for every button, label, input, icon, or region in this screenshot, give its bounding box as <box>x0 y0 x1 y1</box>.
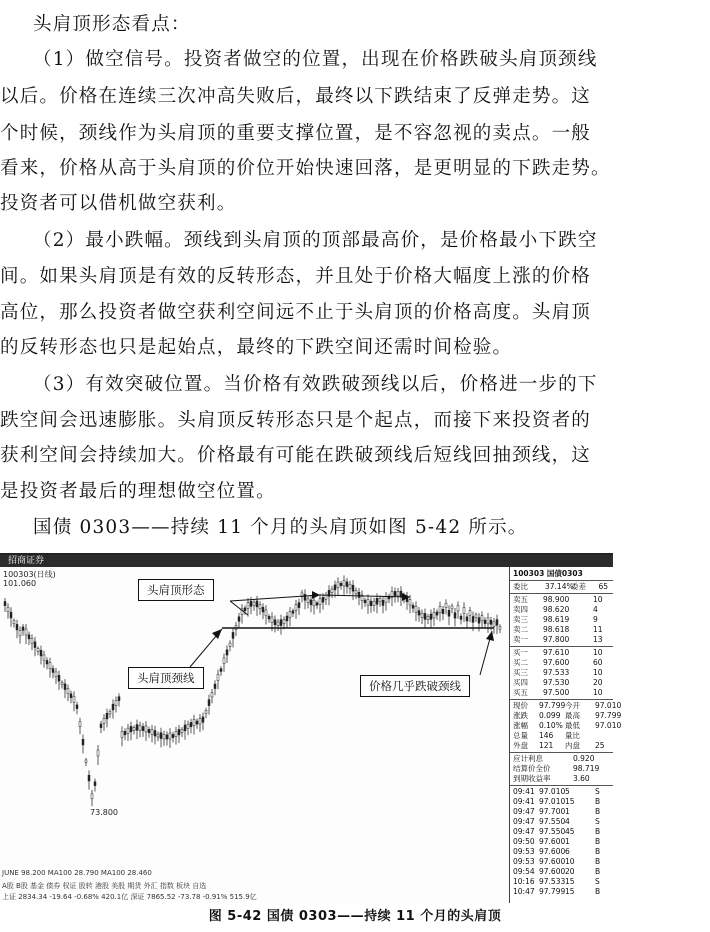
tick-row: 09:53 97.600 6 B <box>513 847 601 856</box>
candle-body <box>220 669 222 672</box>
candle-body <box>85 760 87 762</box>
app-title: 招商证券 <box>8 556 45 566</box>
paragraph-line: 获利空间会持续加大。价格最有可能在跌破颈线后短线回抽颈线，这 <box>0 445 592 466</box>
candle-body <box>43 655 45 660</box>
ask-row: 卖五 98.900 10 <box>513 595 603 604</box>
market-tabs[interactable]: A股 B股 基金 债券 权证 股转 港股 美股 期货 外汇 指数 板块 自选 <box>2 882 207 890</box>
candle-body <box>253 602 255 605</box>
candle-body <box>487 618 489 624</box>
candle-body <box>325 595 327 599</box>
candle-body <box>262 607 264 612</box>
candle-body <box>163 734 165 739</box>
candle-body <box>208 700 210 706</box>
candle-body <box>433 613 435 618</box>
candle-body <box>16 624 18 630</box>
candle-body <box>400 591 402 597</box>
break-callout: 价格几乎跌破颈线 <box>360 675 470 697</box>
candle-body <box>313 600 315 606</box>
candle-body <box>130 726 132 732</box>
candle-body <box>382 600 384 605</box>
candle-body <box>10 612 12 618</box>
candle-body <box>124 731 126 735</box>
candle-body <box>229 643 231 646</box>
candle-body <box>439 607 441 613</box>
candle-body <box>73 696 75 702</box>
candle-body <box>193 720 195 726</box>
candle-body <box>172 734 174 737</box>
candle-body <box>205 710 207 713</box>
candle-body <box>214 684 216 689</box>
chart-svg <box>0 567 508 867</box>
candle-body <box>184 725 186 731</box>
candle-body <box>472 616 474 622</box>
figure-intro-line: 国债 0303——持续 11 个月的头肩顶如图 5-42 所示。 <box>33 517 528 538</box>
candle-body <box>283 620 285 624</box>
candle-body <box>70 694 72 698</box>
paragraph-line: 投资者可以借机做空获利。 <box>0 193 237 214</box>
candle-body <box>271 617 273 623</box>
candle-body <box>250 601 252 606</box>
candle-body <box>448 610 450 616</box>
candle-body <box>460 616 462 619</box>
candle-body <box>223 658 225 663</box>
candle-body <box>100 724 102 728</box>
candle-body <box>145 726 147 732</box>
candle-body <box>499 626 501 629</box>
candle-body <box>22 627 24 630</box>
arrow-head <box>212 629 222 639</box>
paragraph-line: 间。如果头肩顶是有效的反转形态，并且处于价格大幅度上涨的价格 <box>0 266 592 287</box>
candle-body <box>346 582 348 587</box>
candle-body <box>409 600 411 605</box>
candle-body <box>412 605 414 608</box>
candle-body <box>310 600 312 605</box>
candle-body <box>88 775 90 781</box>
candle-body <box>415 606 417 612</box>
candle-body <box>91 794 93 799</box>
candle-body <box>76 705 78 709</box>
ma-readout: JUNE 98.200 MA100 28.790 MA100 28.460 <box>2 869 152 877</box>
ask-row: 卖二 98.618 11 <box>513 625 603 634</box>
candle-body <box>118 697 120 701</box>
paragraph-line: 以后。价格在连续三次冲高失败后，最终以下跌结束了反弹走势。这 <box>0 86 592 107</box>
neckline-callout: 头肩顶颈线 <box>128 667 204 689</box>
index-status: 上证 2834.34 -19.64 -0.68% 420.1亿 深证 7865.52 -73.78 -0.91% 515.9亿 <box>2 893 257 901</box>
candle-body <box>304 594 306 600</box>
candle-body <box>4 602 6 606</box>
candle-body <box>19 631 21 636</box>
order-ratio-row: 委比 37.14% 委差 65 <box>513 582 608 591</box>
stat-row: 外盘 121 内盘 25 <box>513 741 605 750</box>
paragraph-line: （3）有效突破位置。当价格有效跌破颈线以后，价格进一步的下 <box>33 374 598 395</box>
candle-body <box>340 583 342 586</box>
bid-row: 买四 97.530 20 <box>513 678 603 687</box>
candle-body <box>355 590 357 594</box>
candle-body <box>103 718 105 723</box>
candle-body <box>349 584 351 588</box>
candle-body <box>121 731 123 737</box>
bond-row: 结算价全价 98.719 <box>513 764 600 773</box>
candle-body <box>187 724 189 728</box>
candle-body <box>442 609 444 613</box>
pattern-arrow-right <box>320 595 410 597</box>
candle-body <box>7 607 9 612</box>
candle-body <box>259 605 261 609</box>
candle-body <box>376 598 378 604</box>
candle-body <box>169 733 171 739</box>
paragraph-line: 个时候，颈线作为头肩顶的重要支撑位置，是不容忽视的卖点。一般 <box>0 123 592 144</box>
candle-body <box>475 615 477 618</box>
candle-body <box>238 617 240 622</box>
candle-body <box>34 642 36 648</box>
candle-body <box>181 729 183 732</box>
candle-body <box>109 711 111 714</box>
candle-body <box>430 614 432 619</box>
ask-row: 卖一 97.800 13 <box>513 635 603 644</box>
candle-body <box>49 663 51 669</box>
paragraph-line: 高位，那么投资者做空获利空间远不止于头肩顶的价格高度。头肩顶 <box>0 302 592 323</box>
candle-body <box>421 613 423 617</box>
candle-body <box>157 734 159 737</box>
candle-body <box>136 725 138 731</box>
candle-body <box>13 621 15 624</box>
arrow-head <box>312 591 320 599</box>
candle-body <box>112 704 114 710</box>
candle-body <box>337 582 339 588</box>
candle-body <box>364 600 366 603</box>
tick-row: 09:41 97.010 5 S <box>513 787 600 796</box>
tick-row: 09:47 97.550 4 S <box>513 817 600 826</box>
paragraph-line: 看来，价格从高于头肩顶的价位开始快速回落，是更明显的下跌走势。 <box>0 158 611 179</box>
bond-row: 应计利息 0.920 <box>513 754 595 763</box>
candle-body <box>79 722 81 727</box>
bid-row: 买二 97.600 60 <box>513 658 603 667</box>
paragraph-line: （2）最小跌幅。颈线到头肩顶的顶部最高价，是价格最小下跌空 <box>33 230 598 251</box>
arrow-head <box>486 631 494 641</box>
candle-body <box>493 622 495 627</box>
candle-body <box>298 603 300 608</box>
candle-body <box>397 592 399 596</box>
candle-body <box>466 617 468 621</box>
candle-body <box>358 592 360 597</box>
candle-body <box>217 674 219 680</box>
candle-body <box>292 611 294 614</box>
candle-body <box>133 728 135 731</box>
candle-body <box>370 601 372 606</box>
candle-body <box>25 629 27 635</box>
stat-row: 现价 97.799 今开 97.010 <box>513 701 622 710</box>
candle-body <box>58 675 60 681</box>
candle-body <box>196 721 198 724</box>
candle-body <box>373 601 375 605</box>
candle-body <box>331 589 333 593</box>
candle-body <box>295 605 297 611</box>
candle-body <box>268 616 270 619</box>
candle-body <box>469 611 471 616</box>
paragraph-line: 跌空间会迅速膨胀。头肩顶反转形态只是个起点，而接下来投资者的 <box>0 410 592 431</box>
candle-body <box>148 729 150 732</box>
stock-chart-screenshot <box>0 553 622 903</box>
candle-body <box>211 693 213 697</box>
candle-body <box>28 635 30 639</box>
stat-row: 总量 146 量比 <box>513 731 580 740</box>
candle-body <box>175 731 177 736</box>
candle-body <box>64 684 66 690</box>
candle-body <box>37 649 39 652</box>
candlestick-chart <box>0 567 508 867</box>
candle-body <box>82 739 84 745</box>
pattern-callout: 头肩顶形态 <box>138 579 214 601</box>
candle-body <box>154 731 156 737</box>
figure-caption: 图 5-42 国债 0303——持续 11 个月的头肩顶 <box>208 909 502 924</box>
candle-body <box>322 597 324 602</box>
candle-body <box>274 620 276 625</box>
chart-code-label: 100303(日线) <box>3 570 56 579</box>
paragraph-line: （1）做空信号。投资者做空的位置，出现在价格跌破头肩顶颈线 <box>33 49 598 70</box>
stat-row: 涨跌 0.099 最高 97.799 <box>513 711 622 720</box>
candle-body <box>115 701 117 706</box>
stat-row: 涨幅 0.10% 最低 97.010 <box>513 721 622 730</box>
candle-body <box>418 611 420 615</box>
candle-body <box>94 782 96 786</box>
candle-body <box>127 728 129 733</box>
candle-body <box>244 608 246 611</box>
ask-row: 卖四 98.620 4 <box>513 605 598 614</box>
candle-body <box>247 603 249 609</box>
candle-body <box>334 585 336 590</box>
candle-body <box>31 638 33 643</box>
candle-body <box>142 727 144 731</box>
candle-body <box>289 612 291 618</box>
candle-body <box>190 722 192 726</box>
app-titlebar <box>0 555 612 567</box>
candle-body <box>424 613 426 619</box>
candle-body <box>178 729 180 734</box>
tick-row: 09:41 97.010 15 B <box>513 797 601 806</box>
candle-body <box>457 606 459 611</box>
candle-body <box>436 612 438 615</box>
candle-body <box>316 603 318 605</box>
tick-row: 10:16 97.533 15 S <box>513 877 600 886</box>
candle-body <box>490 620 492 624</box>
ask-row: 卖三 98.619 9 <box>513 615 598 624</box>
candle-body <box>478 618 480 624</box>
quote-header: 100303 国债0303 <box>513 569 583 578</box>
candle-body <box>40 650 42 656</box>
bid-row: 买五 97.500 10 <box>513 688 603 697</box>
candle-body <box>496 619 498 625</box>
candle-body <box>463 607 465 613</box>
price-top-label: 101.060 <box>3 579 37 588</box>
bid-row: 买三 97.533 10 <box>513 668 603 677</box>
candle-body <box>367 599 369 605</box>
candle-body <box>151 729 153 734</box>
candle-body <box>55 672 57 677</box>
candle-body <box>166 735 168 739</box>
candle-body <box>265 610 267 616</box>
paragraph-line: 的反转形态也只是起始点，最终的下跌空间还需时间检验。 <box>0 337 513 358</box>
candle-body <box>199 719 201 724</box>
pattern-arrow-mid <box>230 595 320 601</box>
candle-body <box>106 713 108 719</box>
candle-body <box>319 599 321 605</box>
candle-body <box>427 616 429 619</box>
candle-body <box>445 603 447 608</box>
candle-body <box>232 632 234 638</box>
tick-row: 09:47 97.550 45 B <box>513 827 601 836</box>
candle-body <box>139 726 141 731</box>
tick-row: 09:47 97.700 1 B <box>513 807 601 816</box>
candle-body <box>307 599 309 603</box>
candle-body <box>52 669 54 673</box>
candle-body <box>202 717 204 722</box>
candle-body <box>61 682 63 684</box>
section-heading: 头肩顶形态看点： <box>33 14 191 35</box>
candle-body <box>160 733 162 739</box>
candle-body <box>277 622 279 626</box>
bid-row: 买一 97.610 10 <box>513 648 603 657</box>
candle-body <box>394 591 396 596</box>
tick-row: 09:54 97.600 20 B <box>513 867 601 876</box>
tick-row: 10:47 97.799 15 B <box>513 887 601 896</box>
candle-body <box>343 580 345 586</box>
quote-panel <box>509 567 622 903</box>
bond-row: 到期收益率 3.60 <box>513 774 590 783</box>
candle-body <box>481 616 483 621</box>
candle-body <box>286 616 288 621</box>
candle-body <box>226 650 228 655</box>
candle-body <box>280 620 282 626</box>
candle-body <box>67 689 69 694</box>
paragraph-line: 是投资者最后的理想做空位置。 <box>0 481 276 502</box>
candle-body <box>46 660 48 664</box>
candle-body <box>256 601 258 607</box>
candle-body <box>385 597 387 603</box>
candle-body <box>379 598 381 601</box>
tick-row: 09:53 97.600 10 B <box>513 857 601 866</box>
candle-body <box>97 750 99 756</box>
candle-body <box>484 620 486 623</box>
candle-body <box>454 613 456 618</box>
low-price-label: 73.800 <box>90 808 118 817</box>
candle-body <box>451 606 453 609</box>
chart-bottom-bar <box>0 867 509 903</box>
tick-row: 09:50 97.600 1 B <box>513 837 601 846</box>
candle-body <box>352 585 354 591</box>
